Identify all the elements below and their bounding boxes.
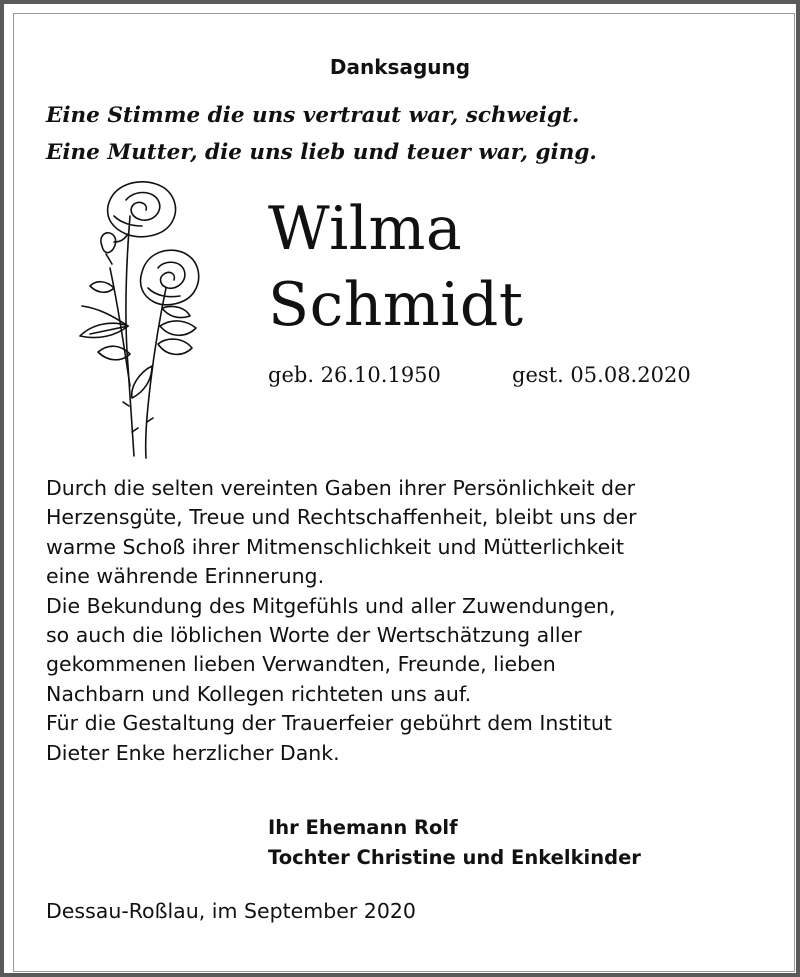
body-line: Dieter Enke herzlicher Dank. — [46, 740, 340, 765]
body-line: Für die Gestaltung der Trauerfeier gebührt dem Institut — [46, 711, 612, 736]
deceased-first-name: Wilma — [268, 194, 463, 264]
body-line: Nachbarn und Kollegen richteten uns auf. — [46, 681, 472, 706]
signature-line: Ihr Ehemann Rolf — [268, 816, 458, 839]
rose-drawing-icon — [68, 176, 208, 466]
quote-line-1: Eine Stimme die uns vertraut war, schweigt. — [46, 103, 580, 128]
notice-heading: Danksagung — [329, 55, 471, 79]
body-line: warme Schoß ihrer Mitmenschlichkeit und Mütterlichkeit — [46, 534, 625, 559]
place-and-date: Dessau-Roßlau, im September 2020 — [46, 899, 416, 923]
deceased-last-name: Schmidt — [268, 270, 524, 340]
acknowledgement-text — [46, 474, 637, 768]
body-line: Durch die selten vereinten Gaben ihrer Persönlichkeit der — [46, 476, 636, 500]
body-line: gekommenen lieben Verwandten, Freunde, lieben — [46, 652, 556, 677]
body-line: so auch die löblichen Worte der Wertschätzung aller — [46, 623, 582, 648]
quote-line-2: Eine Mutter, die uns lieb und teuer war, ging. — [46, 140, 597, 165]
death-date: gest. 05.08.2020 — [512, 363, 691, 387]
body-line: eine währende Erinnerung. — [46, 564, 325, 589]
body-line: Die Bekundung des Mitgefühls und aller Zuwendungen, — [46, 593, 616, 618]
signature-line: Tochter Christine und Enkelkinder — [268, 846, 641, 869]
body-line: Herzensgüte, Treue und Rechtschaffenheit, bleibt uns der — [46, 505, 637, 530]
signature-block — [268, 813, 641, 873]
birth-date: geb. 26.10.1950 — [268, 363, 441, 387]
